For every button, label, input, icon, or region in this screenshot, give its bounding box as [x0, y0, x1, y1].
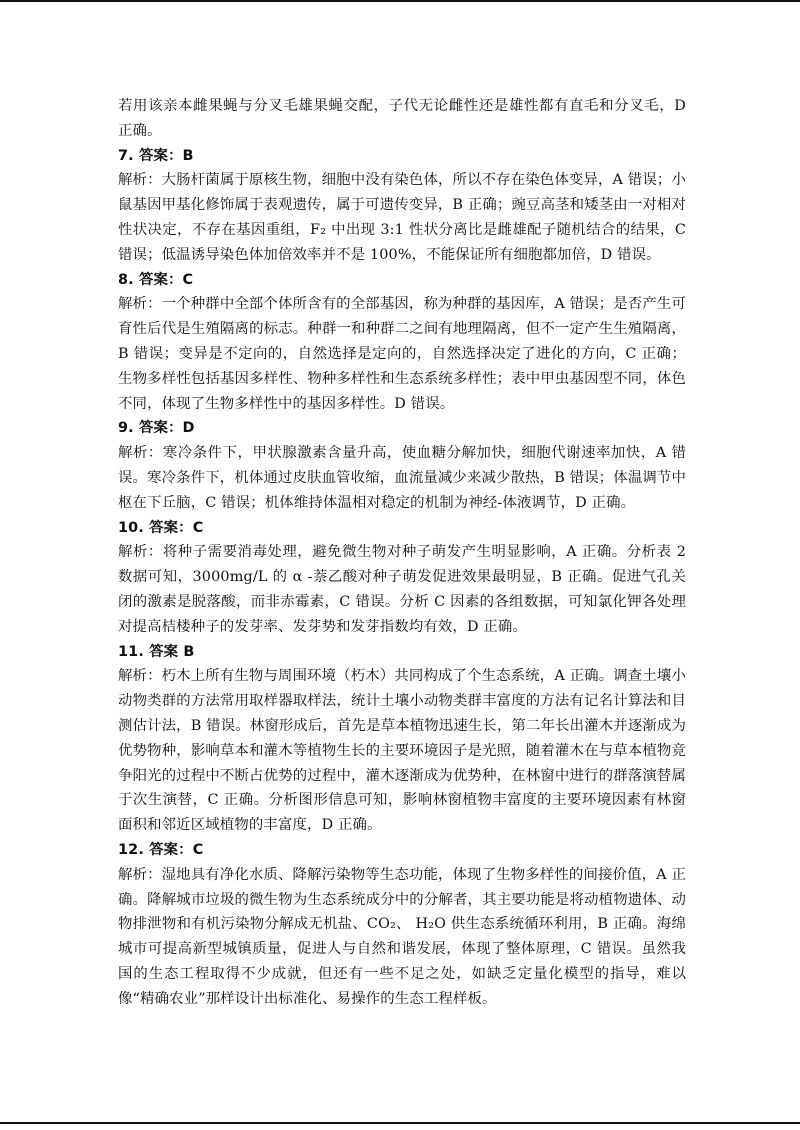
answer-10: 10. 答案：C — [118, 519, 204, 536]
answer-8: 8. 答案：C — [118, 271, 194, 288]
analysis-7: 解析：大肠杆菌属于原核生物，细胞中没有染色体，所以不存在染色体变异，A 错误；小鼠基因甲基化修饰属于表观遗传，属于可遗传变异，B 正确；豌豆高茎和矮茎由一对相对性状决定，不存在基因重组，F₂ 中出现 3:1 性状分离比是雌雄配子随机结合的结果，C 错误；低温诱导染色体加倍效率并不是 100%，不能保证所有细胞都加倍，D 错误。 — [118, 172, 686, 263]
intro-paragraph: 若用该亲本雌果蝇与分叉毛雄果蝇交配，子代无论雌性还是雄性都有直毛和分叉毛，D 正确。 — [118, 98, 686, 139]
analysis-12: 解析：湿地具有净化水质、降解污染物等生态功能，体现了生物多样性的间接价值，A 正确。降解城市垃圾的微生物为生态系统成分中的分解者，其主要功能是将动植物遗体、动物排泄物和有机污染物分解成无机盐、CO₂、 H₂O 供生态系统循环利用，B 正确。海绵城市可提高新型城镇质量，促进人与自然和谐发展，体现了整体原理，C 错误。虽然我国的生态工程取得不少成就，但还有一些不足之处，如缺乏定量化模型的指导，难以像“精确农业”那样设计出标准化、易操作的生态工程样板。 — [118, 866, 686, 1007]
answer-9: 9. 答案：D — [118, 420, 195, 437]
bottom-rule — [0, 1122, 800, 1124]
answer-key-page — [118, 94, 686, 1011]
answer-7: 7. 答案：B — [118, 147, 194, 164]
analysis-8: 解析：一个种群中全部个体所含有的全部基因，称为种群的基因库，A 错误；是否产生可育性后代是生殖隔离的标志。种群一和种群二之间有地理隔离，但不一定产生生殖隔离，B 错误；变异是不定向的，自然选择是定向的，自然选择决定了进化的方向，C 正确；生物多样性包括基因多样性、物种多样性和生态系统多样性；表中甲虫基因型不同，体色不同，体现了生物多样性中的基因多样性。D 错误。 — [118, 296, 686, 412]
answer-11: 11. 答案 B — [118, 643, 195, 660]
top-rule — [0, 0, 800, 2]
answer-12: 12. 答案：C — [118, 841, 204, 858]
analysis-9: 解析：寒冷条件下，甲状腺激素含量升高，使血糖分解加快，细胞代谢速率加快，A 错误。寒冷条件下，机体通过皮肤血管收缩，血流量减少来减少散热，B 错误；体温调节中枢在下丘脑，C 错误；机体维持体温相对稳定的机制为神经-体液调节，D 正确。 — [118, 445, 686, 511]
analysis-10: 解析：将种子需要消毒处理，避免微生物对种子萌发产生明显影响，A 正确。分析表 2 数据可知，3000mg/L 的 α -萘乙酸对种子萌发促进效果最明显，B 正确。促进气孔关闭的激素是脱落酸，而非赤霉素，C 错误。分析 C 因素的各组数据，可知氯化钾各处理对提高桔楼种子的发芽率、发芽势和发芽指数均有效，D 正确。 — [118, 544, 686, 635]
analysis-11: 解析：朽木上所有生物与周围环境（朽木）共同构成了个生态系统，A 正确。调查土壤小动物类群的方法常用取样器取样法，统计土壤小动物类群丰富度的方法有记名计算法和目测估计法，B 错误。林窗形成后，首先是草本植物迅速生长，第二年长出灌木并逐渐成为优势物种，影响草本和灌木等植物生长的主要环境因子是光照，随着灌木在与草本植物竞争阳光的过程中不断占优势的过程中，灌木逐渐成为优势种，在林窗中进行的群落演替属于次生演替，C 正确。分析图形信息可知，影响林窗植物丰富度的主要环境因素有林窗面积和邻近区域植物的丰富度，D 正确。 — [118, 668, 686, 834]
